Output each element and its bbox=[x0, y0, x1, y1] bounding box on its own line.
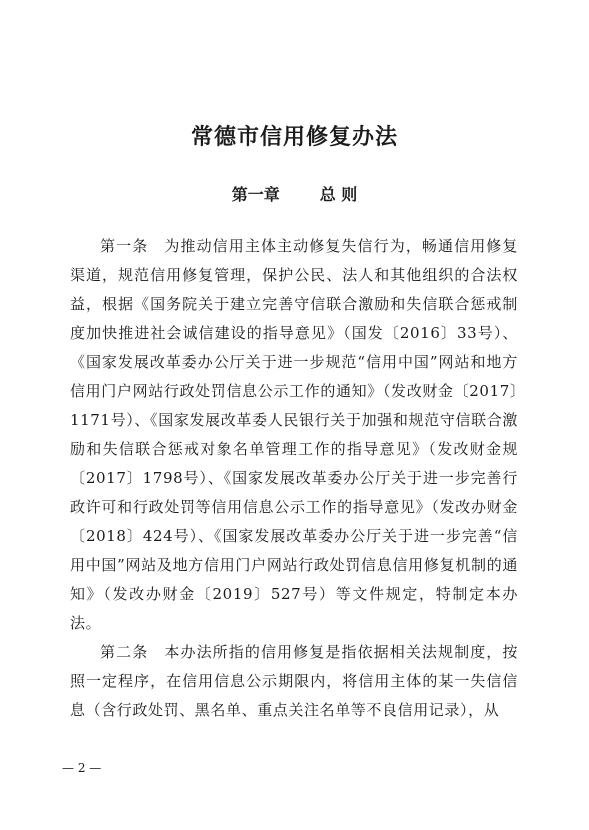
page-number: — 2 — bbox=[62, 761, 102, 775]
chapter-name: 总 则 bbox=[319, 185, 358, 204]
document-body bbox=[70, 232, 518, 725]
article-2-paragraph: 第二条 本办法所指的信用修复是指依据相关法规制度，按照一定程序，在信用信息公示期限内，将信用主体的某一失信信息（含行政处罚、黑名单、重点关注名单等不良信用记录），从 bbox=[70, 643, 518, 719]
article-1-paragraph: 第一条 为推动信用主体主动修复失信行为，畅通信用修复渠道，规范信用修复管理，保护公民、法人和其他组织的合法权益，根据《国务院关于建立完善守信联合激励和失信联合惩戒制度加快推进社会诚信建设的指导意见》（国发〔2016〕33号）、《国家发展改革委办公厅关于进一步规范“信用中国”网站和地方信用门户网站行政处罚信息公示工作的通知》（发改财金〔2017〕1171号）、《国家发展改革委人民银行关于加强和规范守信联合激励和失信联合惩戒对象名单管理工作的指导意见》（发改财金规〔2017〕1798号）、《国家发展改革委办公厅关于进一步完善行政许可和行政处罚等信用信息公示工作的指导意见》（发改办财金〔2018〕424号）、《国家发展改革委办公厅关于进一步完善“信用中国”网站及地方信用门户网站行政处罚信息信用修复机制的通知》（发改办财金〔2019〕527号）等文件规定，特制定本办法。 bbox=[70, 237, 518, 632]
chapter-heading bbox=[0, 184, 589, 206]
chapter-label: 第一章 bbox=[231, 185, 280, 204]
document-title: 常德市信用修复办法 bbox=[190, 124, 398, 150]
